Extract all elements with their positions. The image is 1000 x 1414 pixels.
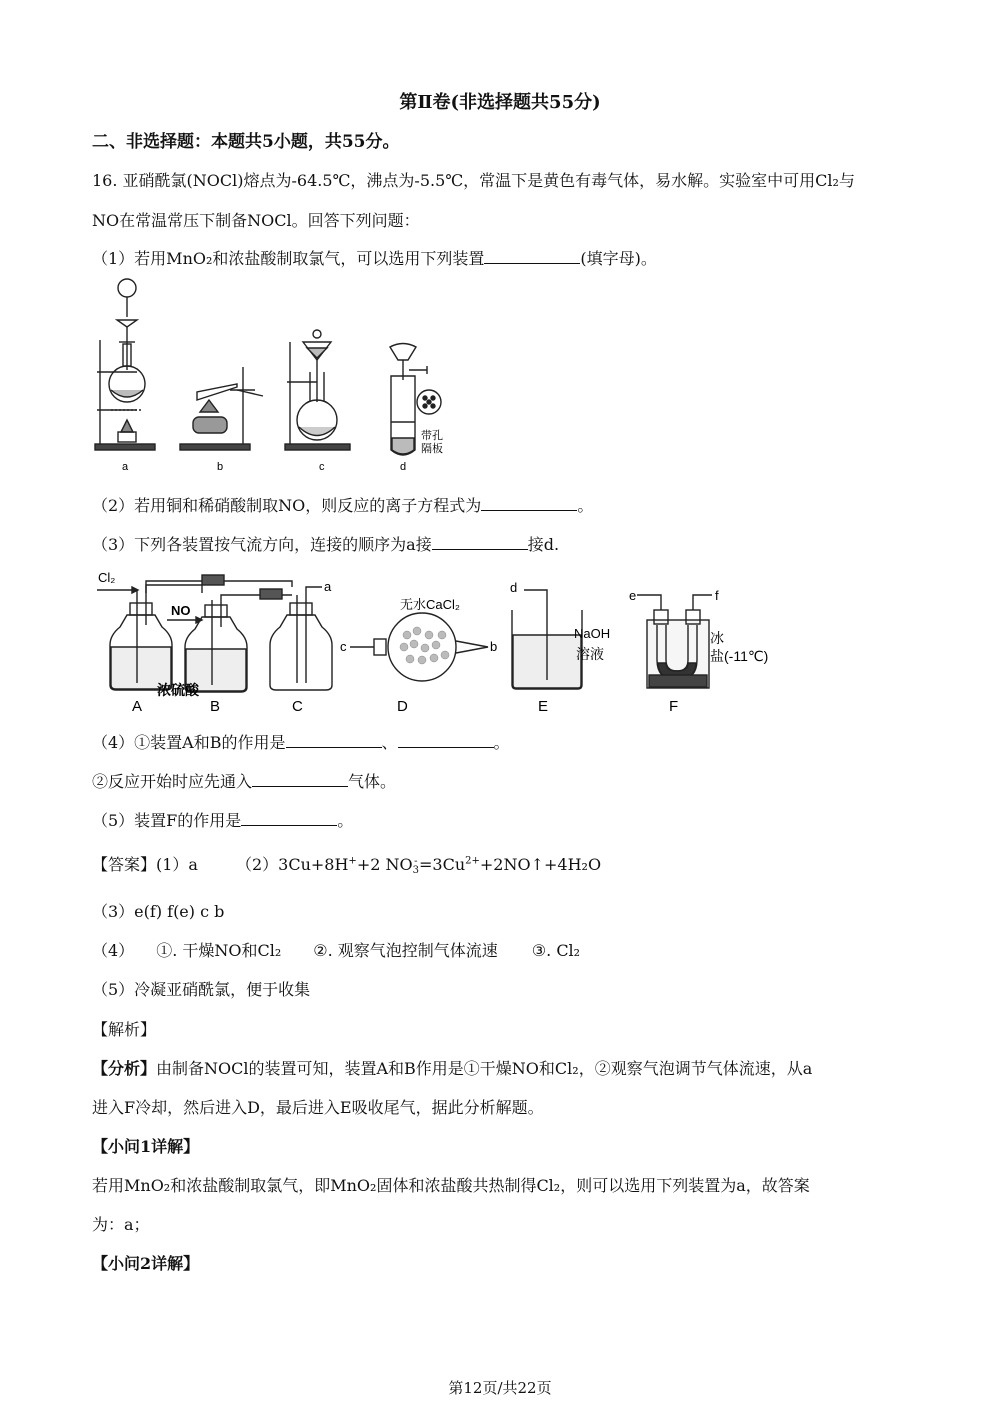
figure-label-D: D xyxy=(397,698,408,715)
answer-blank xyxy=(432,533,528,550)
question-stem-line1: 16. 亚硝酰氯(NOCl)熔点为-64.5℃，沸点为-5.5℃，常温下是黄色有毒气体，易水解。实验室中可用Cl₂与 xyxy=(92,171,855,190)
analysis-line-1: 【分析】由制备NOCl的装置可知，装置A和B作用是①干燥NO和Cl₂，②观察气泡调节气体流速，从a xyxy=(92,1059,813,1078)
label-conc-sulfuric: 浓硫酸 xyxy=(157,682,199,698)
figure-label-b: b xyxy=(217,461,224,473)
subquestion-1-line-1: 若用MnO₂和浓盐酸制取氯气，即MnO₂固体和浓盐酸共热制得Cl₂，则可以选用下列装置为a，故答案 xyxy=(92,1176,810,1195)
answer-line-4: （4） ①. 干燥NO和Cl₂ ②. 观察气泡控制气体流速 ③. Cl₂ xyxy=(92,941,581,960)
page-footer: 第12页/共22页 xyxy=(448,1379,552,1397)
question-part4-2: ②反应开始时应先通入 气体。 xyxy=(92,772,397,791)
plate-label-1: 带孔 xyxy=(421,430,443,442)
question-part1: （1）若用MnO₂和浓盐酸制取氯气，可以选用下列装置 (填字母)。 xyxy=(92,249,657,268)
label-ice-salt: 盐(-11℃) xyxy=(710,648,769,664)
answer-blank xyxy=(252,770,348,787)
answer-blank xyxy=(481,494,577,511)
answer-line-5: （5）冷凝亚硝酰氯，便于收集 xyxy=(92,980,311,999)
answer-blank xyxy=(241,809,337,826)
apparatus-figure-2 xyxy=(92,565,812,715)
question-part5: （5）装置F的作用是 。 xyxy=(92,811,354,830)
port-e: e xyxy=(629,588,637,603)
answer-line-3: （3）e(f) f(e) c b xyxy=(92,902,225,921)
figure-label-d: d xyxy=(400,461,407,473)
label-ice: 冰 xyxy=(710,630,724,646)
port-d: d xyxy=(510,580,518,595)
section-title: 第Ⅱ卷(非选择题共55分) xyxy=(399,92,601,113)
answer-line-1: 【答案】(1）a （2）3Cu+8H++2 NO - 3 $=3Cu^{2+}+2NO↑+4H_2O$ xyxy=(92,855,602,876)
analysis-line-2: 进入F冷却，然后进入D，最后进入E吸收尾气，据此分析解题。 xyxy=(92,1098,544,1117)
figure-label-A: A xyxy=(132,698,143,715)
figure-label-F: F xyxy=(669,698,679,715)
figure-label-E: E xyxy=(538,698,549,715)
figure-label-C: C xyxy=(292,698,303,715)
label-naoh: NaOH xyxy=(574,626,611,641)
figure-label-c: c xyxy=(319,461,325,473)
subquestion-1-heading: 【小问1详解】 xyxy=(92,1137,200,1156)
analysis-heading: 【解析】 xyxy=(92,1020,157,1039)
port-b: b xyxy=(490,639,498,654)
question-part3: （3）下列各装置按气流方向，连接的顺序为a接 接d. xyxy=(92,535,560,554)
figure-label-B: B xyxy=(210,698,221,715)
label-no: NO xyxy=(171,603,191,618)
subquestion-1-line-2: 为：a； xyxy=(92,1215,150,1234)
port-c: c xyxy=(340,639,347,654)
plate-label-2: 隔板 xyxy=(421,443,443,455)
port-f: f xyxy=(715,588,719,603)
subquestion-2-heading: 【小问2详解】 xyxy=(92,1254,200,1273)
question-part2: （2）若用铜和稀硝酸制取NO，则反应的离子方程式为 。 xyxy=(92,496,594,515)
question-part4-1: （4）①装置A和B的作用是 、 。 xyxy=(92,733,510,752)
answer-blank xyxy=(484,247,580,264)
figure-label-a: a xyxy=(122,461,129,473)
label-solution: 溶液 xyxy=(576,646,604,662)
section-heading: 二、非选择题：本题共5小题，共55分。 xyxy=(92,132,400,152)
label-cl2: Cl₂ xyxy=(98,570,116,585)
answer-blank xyxy=(398,731,494,748)
answer-blank xyxy=(286,731,382,748)
apparatus-figure-1 xyxy=(85,272,455,477)
label-cacl2: 无水CaCl₂ xyxy=(400,597,460,612)
question-stem-line2: NO在常温常压下制备NOCl。回答下列问题： xyxy=(92,211,420,230)
port-a: a xyxy=(324,579,332,594)
